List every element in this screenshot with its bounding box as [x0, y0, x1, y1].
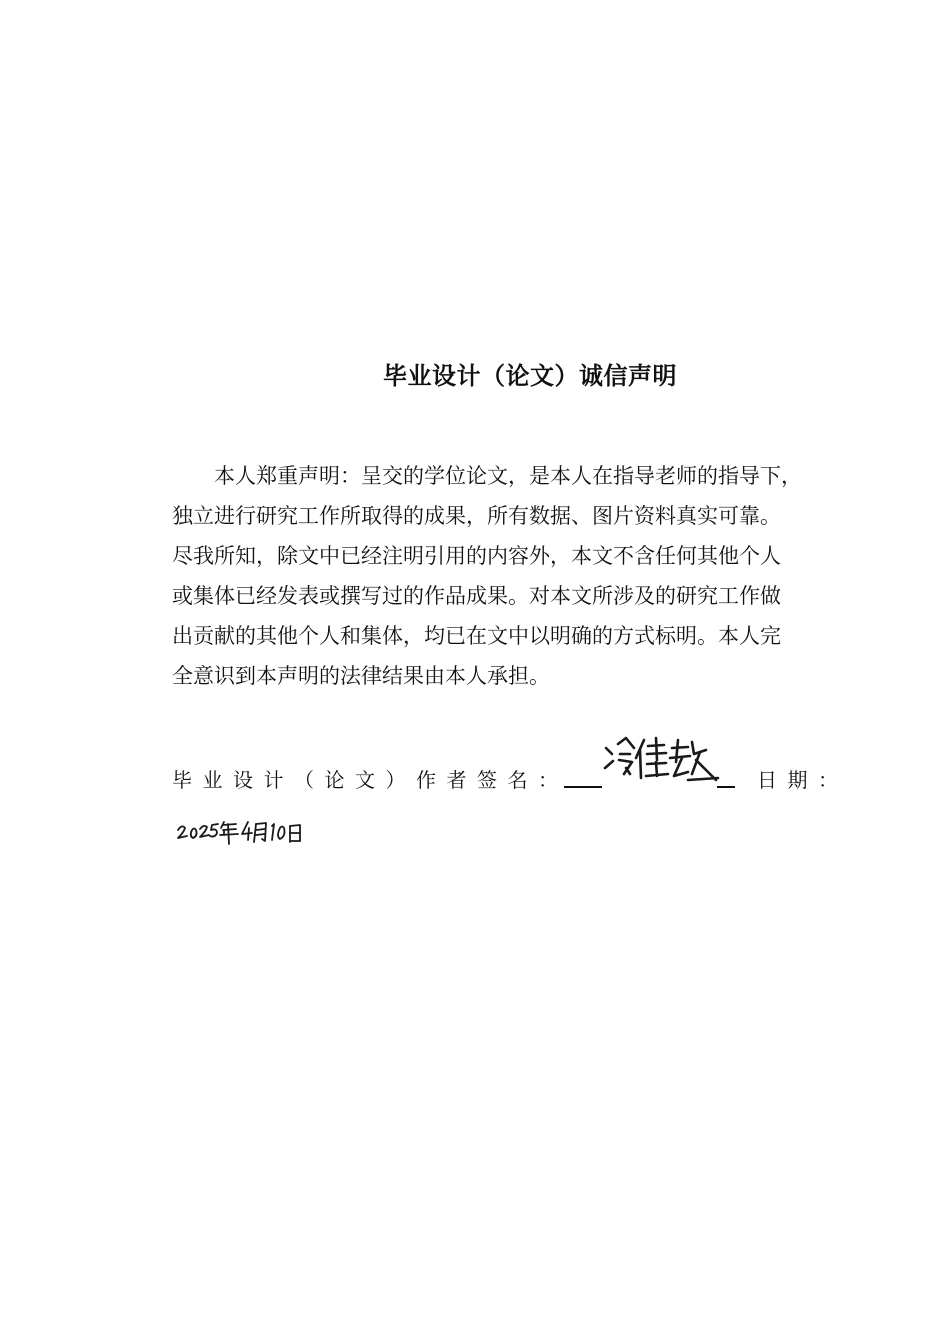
date-label: 日期： — [757, 768, 849, 792]
signature-label: 毕业设计（论文）作者签名： — [172, 768, 569, 792]
body-line-3: 尽我所知，除文中已经注明引用的内容外，本文不含任何其他个人 — [172, 544, 781, 568]
body-line-6: 全意识到本声明的法律结果由本人承担。 — [172, 664, 550, 688]
body-line-5: 出贡献的其他个人和集体，均已在文中以明确的方式标明。本人完 — [172, 624, 781, 648]
handwritten-date — [176, 814, 306, 848]
body-line-4: 或集体已经发表或撰写过的作品成果。对本文所涉及的研究工作做 — [172, 584, 781, 608]
declaration-body — [172, 456, 862, 696]
page-title: 毕业设计（论文）诚信声明 — [383, 362, 677, 390]
signature-underline-left — [564, 786, 602, 788]
signature-row — [172, 752, 872, 802]
signature-underline-right — [717, 786, 735, 788]
body-line-1: 本人郑重声明：呈交的学位论文，是本人在指导老师的指导下， — [214, 464, 802, 488]
handwritten-signature — [602, 734, 720, 792]
body-line-2: 独立进行研究工作所取得的成果，所有数据、图片资料真实可靠。 — [172, 504, 781, 528]
